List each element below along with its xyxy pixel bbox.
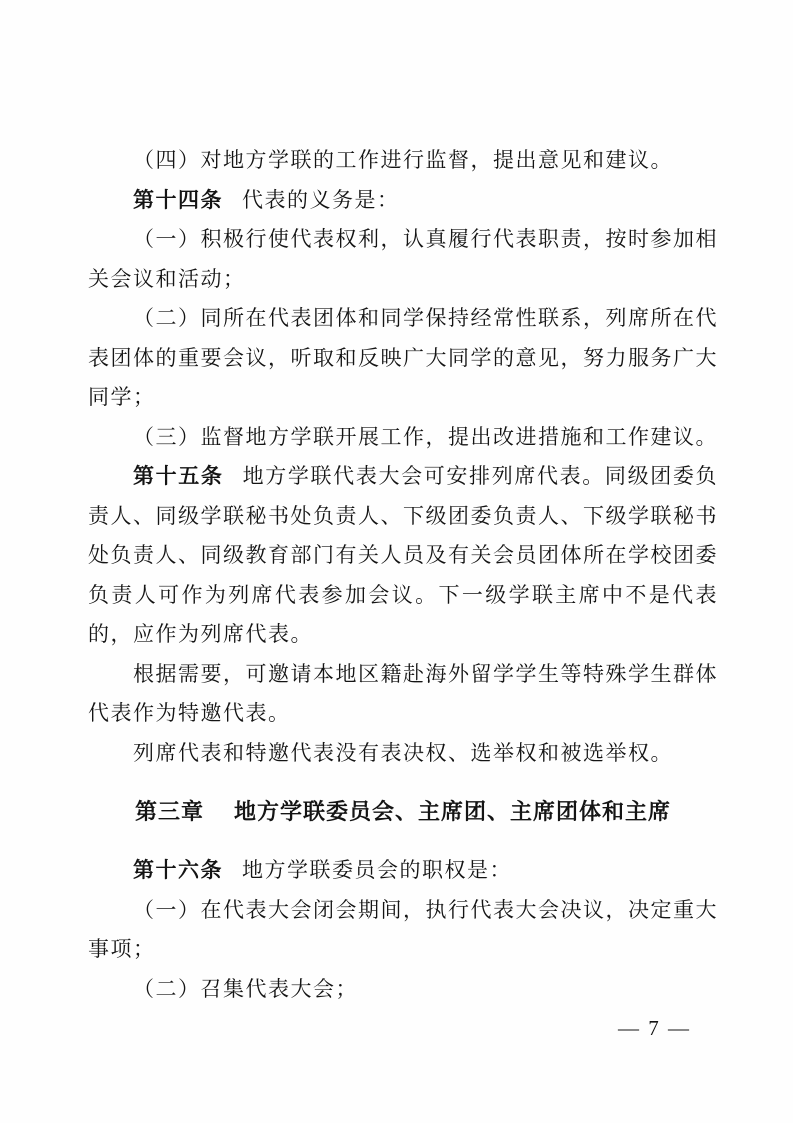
- paragraph-text: 根据需要，可邀请本地区籍赴海外留学学生等特殊学生群体代表作为特邀代表。: [88, 661, 718, 725]
- paragraph-special-invitees: [88, 655, 718, 734]
- paragraph-text: 地方学联委员会的职权是：: [242, 858, 512, 882]
- paragraph-text: （二）召集代表大会；: [133, 976, 358, 1001]
- article-number: 第十六条: [133, 858, 223, 882]
- article-number: 第十五条: [133, 464, 224, 488]
- chapter-heading: [88, 792, 718, 832]
- paragraph-item-1b: [88, 891, 718, 970]
- chapter-title: 地方学联委员会、主席团、主席团体和主席: [234, 799, 672, 824]
- paragraph-item-1: [88, 220, 718, 299]
- chapter-label: 第三章: [134, 799, 204, 824]
- paragraph-text: （一）在代表大会闭会期间，执行代表大会决议，决定重大事项；: [88, 897, 718, 961]
- paragraph-text: （四）对地方学联的工作进行监督，提出意见和建议。: [133, 148, 673, 172]
- paragraph-item-4: [88, 141, 718, 181]
- page-number: — 7 —: [618, 1016, 691, 1040]
- paragraph-article-16: [88, 851, 718, 891]
- paragraph-voting-rights: [88, 734, 718, 774]
- paragraph-article-15: [88, 457, 718, 655]
- paragraph-article-14: [88, 181, 718, 221]
- paragraph-text: 列席代表和特邀代表没有表决权、选举权和被选举权。: [133, 740, 673, 765]
- paragraph-item-2b: [88, 970, 718, 1010]
- paragraph-item-3: [88, 418, 718, 458]
- paragraph-text: （一）积极行使代表权利，认真履行代表职责，按时参加相关会议和活动；: [88, 227, 718, 291]
- document-body: [88, 141, 718, 1009]
- paragraph-text: （二）同所在代表团体和同学保持经常性联系，列席所在代表团体的重要会议，听取和反映广大同学的意见，努力服务广大同学；: [88, 306, 718, 409]
- paragraph-text: 代表的义务是：: [242, 187, 400, 212]
- paragraph-item-2: [88, 299, 718, 418]
- paragraph-text: 地方学联代表大会可安排列席代表。同级团委负责人、同级学联秘书处负责人、下级团委负责人、下级学联秘书处负责人、同级教育部门有关人员及有关会员团体所在学校团委负责人可作为列席代表参加会议。下一级学联主席中不是代表的，应作为列席代表。: [88, 464, 719, 646]
- paragraph-text: （三）监督地方学联开展工作，提出改进措施和工作建议。: [133, 424, 718, 449]
- article-number: 第十四条: [133, 187, 223, 212]
